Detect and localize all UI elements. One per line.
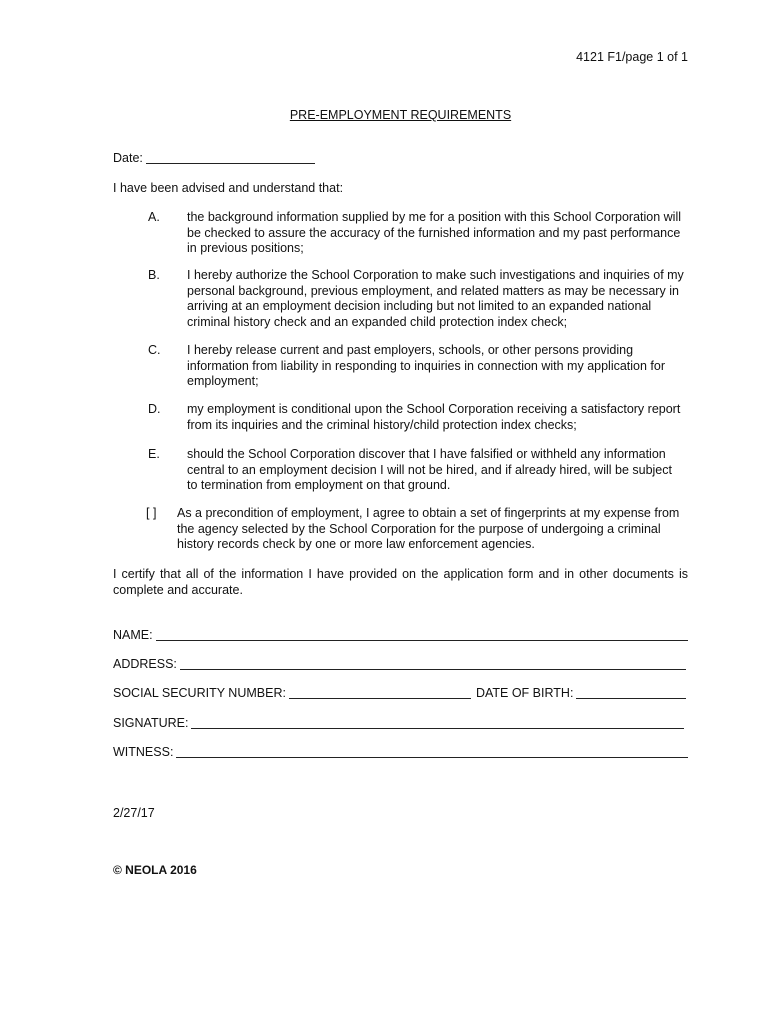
witness-field[interactable] bbox=[176, 757, 688, 758]
item-line: history records check by one or more law enforcement agencies. bbox=[177, 537, 535, 551]
item-marker: E. bbox=[148, 447, 160, 461]
item-line: to termination from employment on that ground. bbox=[187, 478, 451, 492]
page-reference: 4121 F1/page 1 of 1 bbox=[576, 50, 688, 64]
date-field[interactable] bbox=[146, 163, 315, 164]
certification-line: I certify that all of the information I have provided on the application form and in other documents is bbox=[113, 567, 688, 581]
witness-row bbox=[113, 744, 688, 760]
name-field[interactable] bbox=[156, 640, 688, 641]
item-line: criminal history check and an expanded child protection index check; bbox=[187, 314, 568, 329]
item-line: As a precondition of employment, I agree to obtain a set of fingerprints at my expense from bbox=[177, 506, 680, 520]
item-marker: D. bbox=[148, 402, 161, 416]
item-line: employment; bbox=[187, 374, 259, 388]
item-text bbox=[187, 402, 680, 433]
item-marker: B. bbox=[148, 268, 160, 282]
item-line: information from liability in responding to inquiries in connection with my application for bbox=[187, 358, 666, 373]
item-line: be checked to assure the accuracy of the furnished information and my past performance bbox=[187, 225, 681, 240]
item-line: central to an employment decision I will not be hired, and if already hired, will be subject bbox=[187, 462, 672, 477]
item-line: my employment is conditional upon the School Corporation receiving a satisfactory report bbox=[187, 402, 681, 416]
witness-label: WITNESS: bbox=[113, 745, 174, 759]
item-line: I hereby release current and past employers, schools, or other persons providing bbox=[187, 343, 634, 357]
name-row bbox=[113, 627, 688, 643]
address-field[interactable] bbox=[180, 669, 686, 670]
signature-label: SIGNATURE: bbox=[113, 716, 189, 730]
fingerprint-consent-item bbox=[0, 506, 770, 576]
item-text bbox=[187, 268, 684, 330]
dob-field[interactable] bbox=[576, 698, 686, 699]
item-line: personal background, previous employment, and related matters as may be necessary in bbox=[187, 283, 679, 298]
item-text bbox=[187, 343, 665, 390]
date-row bbox=[113, 150, 315, 166]
certification-line: complete and accurate. bbox=[113, 582, 243, 597]
signature-field[interactable] bbox=[191, 728, 684, 729]
fingerprint-consent-checkbox[interactable]: [ ] bbox=[146, 506, 157, 520]
signature-row bbox=[113, 715, 684, 731]
ssn-dob-row bbox=[113, 685, 686, 701]
item-marker: C. bbox=[148, 343, 161, 357]
item-text bbox=[177, 506, 679, 553]
address-label: ADDRESS: bbox=[113, 657, 177, 671]
item-line: I hereby authorize the School Corporation to make such investigations and inquiries of my bbox=[187, 268, 684, 282]
item-line: arriving at an employment decision including but not limited to an expanded national bbox=[187, 299, 652, 313]
item-line: should the School Corporation discover that I have falsified or withheld any information bbox=[187, 447, 666, 461]
item-line: the background information supplied by me for a position with this School Corporation will bbox=[187, 210, 682, 224]
item-line: the agency selected by the School Corporation for the purpose of undergoing a criminal bbox=[177, 521, 661, 536]
item-text bbox=[187, 447, 672, 494]
intro-text: I have been advised and understand that: bbox=[113, 181, 344, 195]
item-marker: A. bbox=[148, 210, 160, 224]
item-text bbox=[187, 210, 681, 257]
revision-date: 2/27/17 bbox=[113, 806, 155, 820]
copyright-notice: © NEOLA 2016 bbox=[113, 863, 197, 877]
ssn-field[interactable] bbox=[289, 698, 471, 699]
name-label: NAME: bbox=[113, 628, 153, 642]
address-row bbox=[113, 656, 686, 672]
ssn-label: SOCIAL SECURITY NUMBER: bbox=[113, 686, 286, 700]
item-line: in previous positions; bbox=[187, 241, 304, 255]
item-line: from its inquiries and the criminal history/child protection index checks; bbox=[187, 417, 577, 432]
list-item bbox=[0, 268, 770, 338]
dob-label: DATE OF BIRTH: bbox=[475, 686, 574, 700]
date-label: Date: bbox=[113, 151, 143, 165]
certification-paragraph bbox=[113, 567, 688, 598]
page-title: PRE-EMPLOYMENT REQUIREMENTS bbox=[289, 108, 512, 122]
